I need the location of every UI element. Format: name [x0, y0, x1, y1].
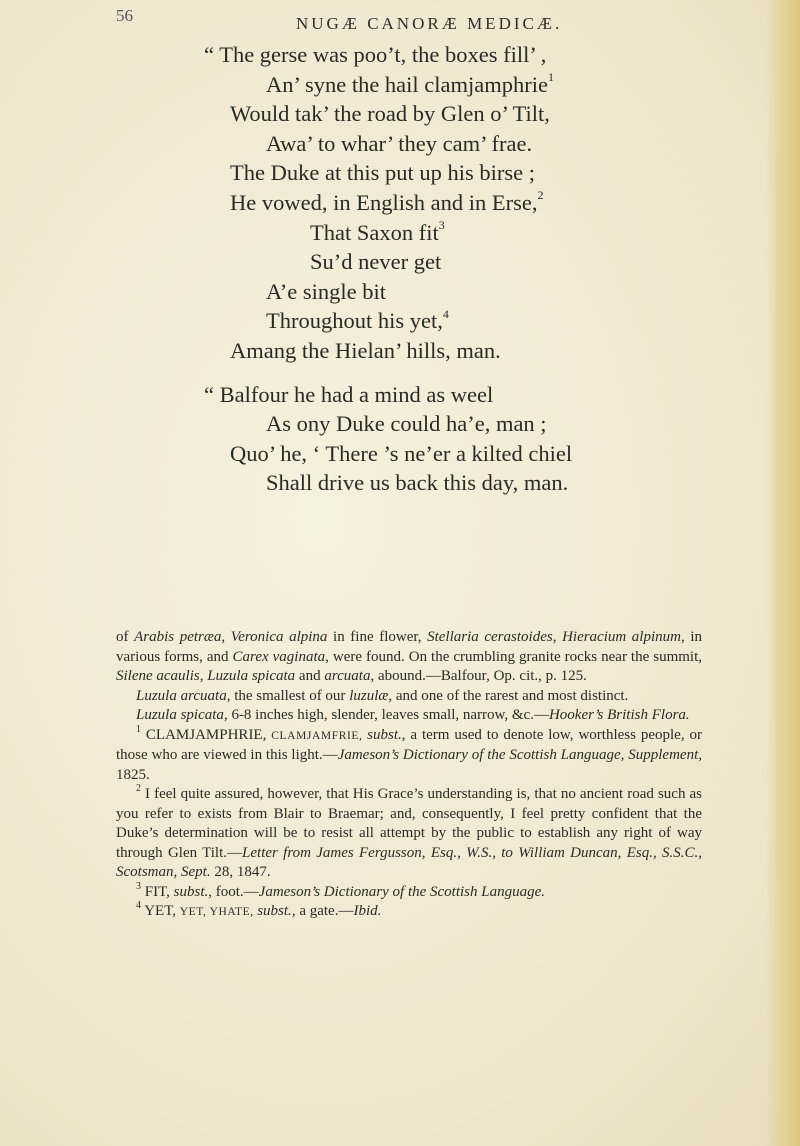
verse-line: He vowed, in English and in Erse,$^2$ — [230, 188, 544, 215]
note-paragraph: of Arabis petræa, Veronica alpina in fine flower, Stellaria cerastoides, Hieracium alpinum, in various forms, and Carex vaginata, were found. On the crumbling granite rocks near the summit, Silene acaulis, Luzula spicata and arcuata, abound.—Balfour, Op. cit., p. 125. — [116, 629, 703, 684]
note-paragraph: Luzula spicata, 6-8 inches high, slender, leaves small, narrow, &c.—Hooker’s British Flora. — [136, 707, 690, 723]
verse-line: “ The gerse was poo’t, the boxes fill’ , — [204, 42, 547, 67]
footnote-ref[interactable]: 3 — [438, 218, 445, 233]
verse-line: “ Balfour he had a mind as weel — [204, 381, 494, 407]
verse-line: An’ syne the hail clamjamphrie$^1$ — [266, 70, 554, 97]
page-number: 56 — [116, 6, 133, 25]
verse-line: Su’d never get — [310, 249, 442, 275]
verse-line: Amang the Hielan’ hills, man. — [230, 337, 501, 363]
running-head: NUGÆ CANORÆ MEDICÆ. — [296, 14, 563, 33]
footnote-2: $^2$ I feel quite assured, however, that His Grace’s understanding is, that no ancient road such as you refer to exists from Blair to Braemar; and, consequently, I feel pretty confident that the Duke’s determination will be to resist all attempt by the public to establish any right of way through Glen Tilt.—Letter from James Fergusson, Esq., W.S., to William Duncan, Esq., S.S.C., Scotsman, Sept. 28, 1847. — [116, 783, 703, 880]
verse-line: The Duke at this put up his birse ; — [230, 160, 535, 186]
footnote-ref[interactable]: 4 — [442, 306, 449, 321]
verse-line: A’e single bit — [266, 278, 386, 304]
verse-line: Would tak’ the road by Glen o’ Tilt, — [230, 101, 550, 127]
verse-line: Quo’ he, ‘ There ’s ne’er a kilted chiel — [230, 440, 573, 466]
footnote-4: $^4$ YET, YET, YHATE, subst., a gate.—Ibid. — [136, 900, 382, 919]
verse — [204, 40, 710, 498]
footnote-3: $^3$ FIT, subst., foot.—Jameson’s Dictionary of the Scottish Language. — [136, 880, 546, 900]
stanza-1 — [204, 40, 710, 366]
verse-line: As ony Duke could ha’e, man ; — [266, 411, 547, 437]
verse-line: That Saxon fit$^3$ — [310, 218, 445, 245]
notes — [116, 628, 702, 923]
footnote-ref[interactable]: 2 — [537, 188, 544, 203]
verse-line: Awa’ to whar’ they cam’ frae. — [266, 130, 533, 156]
footnote-ref[interactable]: 1 — [548, 70, 554, 85]
note-paragraph: Luzula arcuata, the smallest of our luzulæ, and one of the rarest and most distinct. — [136, 687, 629, 704]
page-edge-shadow — [766, 0, 800, 1146]
stanza-2 — [204, 380, 710, 498]
footnote-1: $^1$ CLAMJAMPHRIE, CLAMJAMFRIE, subst., a term used to denote low, worthless people, or those who are viewed in this light.—Jameson’s Dictionary of the Scottish Language, Supplement, 1825. — [116, 723, 703, 783]
verse-line: Shall drive us back this day, man. — [266, 470, 569, 496]
verse-line: Throughout his yet,$^4$ — [266, 306, 449, 334]
